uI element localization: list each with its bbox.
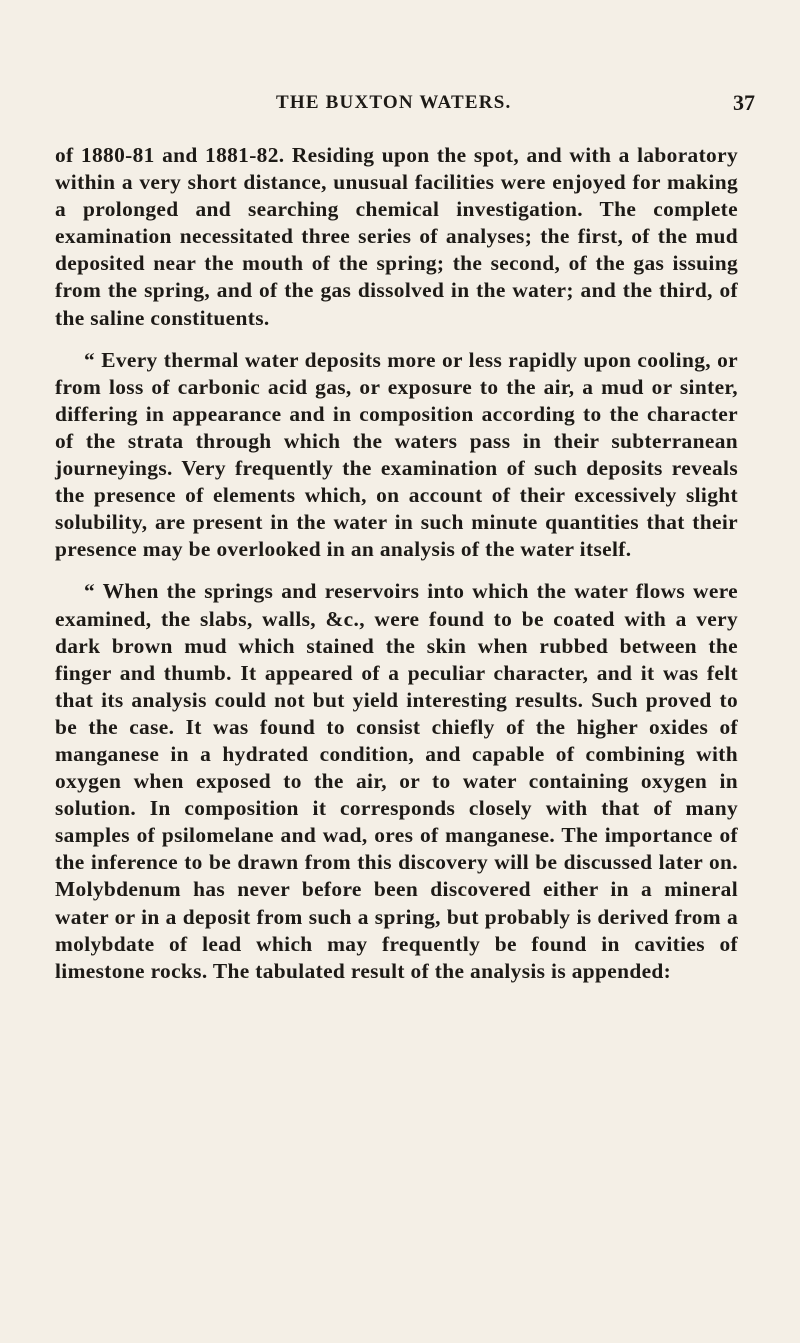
- running-title: THE BUXTON WATERS.: [276, 92, 512, 113]
- paragraph-continued: of 1880-81 and 1881-82. Residing upon the spot, and with a laboratory within a very short distance, unusual facilities were enjoyed for making a prolonged and searching chemical investigation. The complete examination necessitated three series of analyses; the first, of the mud deposited near the mouth of the spring; the second, of the gas issuing from the spring, and of the gas dissolved in the water; and the third, of the saline constituents.: [55, 143, 738, 330]
- paragraph-springs-reservoirs: “ When the springs and reservoirs into which the water flows were examined, the slabs, walls, &c., were found to be coated with a very dark brown mud which stained the skin when rubbed between the finger and thumb. It appeared of a peculiar character, and it was felt that its analysis could not but yield interesting results. Such proved to be the case. It was found to consist chiefly of the higher oxides of manganese in a hydrated condition, and capable of combining with oxygen when exposed to the air, or to water containing oxygen in solution. In composition it corresponds closely with that of many samples of psilomelane and wad, ores of manganese. The importance of the inference to be drawn from this discovery will be discussed later on. Molybdenum has never before been discovered either in a mineral water or in a deposit from such a spring, but probably is derived from a molybdate of lead which may frequently be found in cavities of limestone rocks. The tabulated result of the analysis is appended:: [55, 579, 738, 983]
- body-text: [55, 142, 738, 985]
- running-head: [0, 92, 800, 118]
- page-number: 37: [733, 90, 755, 115]
- paragraph-thermal-water: “ Every thermal water deposits more or less rapidly upon cooling, or from loss of carbonic acid gas, or exposure to the air, a mud or sinter, differing in appearance and in composition according to the character of the strata through which the waters pass in their subterranean journeyings. Very frequently the examination of such deposits reveals the presence of elements which, on account of their excessively slight solubility, are present in the water in such minute quantities that their presence may be overlooked in an analysis of the water itself.: [55, 347, 738, 562]
